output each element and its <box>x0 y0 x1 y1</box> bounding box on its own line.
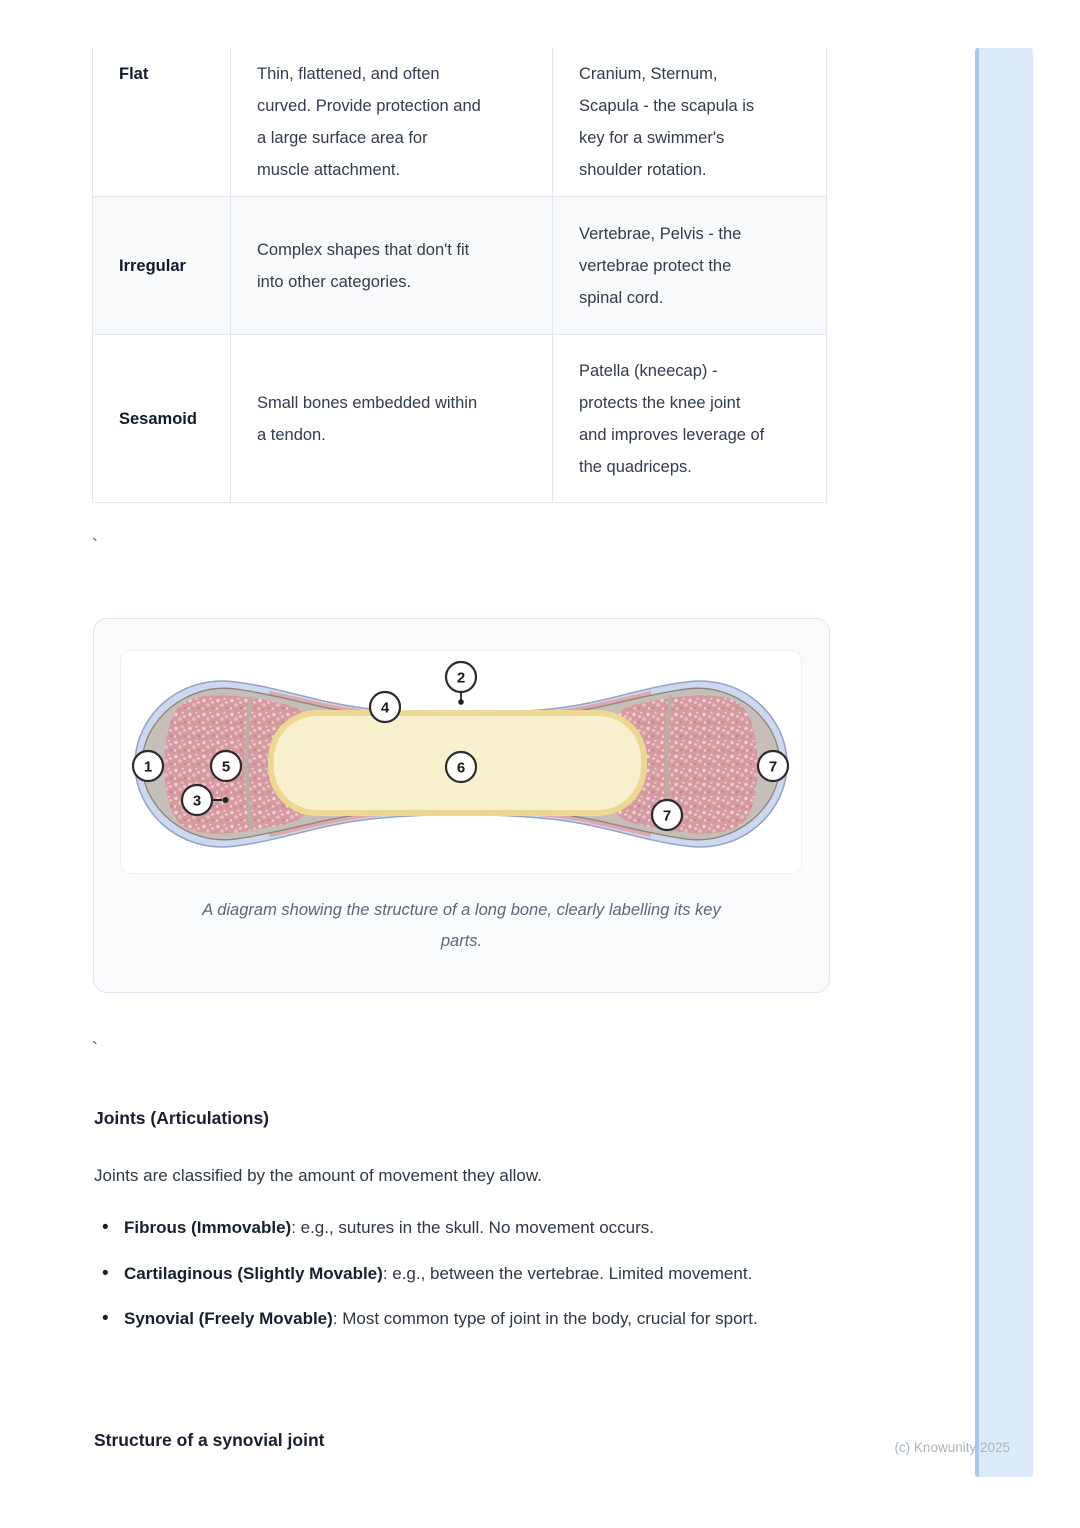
diagram-label-4 <box>370 692 400 722</box>
diagram-label-7-lower <box>652 800 682 830</box>
diagram-label-2 <box>446 662 476 705</box>
diagram-label-5 <box>211 751 241 781</box>
stray-backtick: ` <box>92 1039 98 1059</box>
table-row <box>93 197 826 335</box>
table-row <box>93 335 826 503</box>
long-bone-diagram <box>131 655 791 859</box>
copyright-watermark: (c) Knowunity 2025 <box>894 1440 1010 1455</box>
long-bone-figure-card <box>93 618 830 993</box>
figure-caption: A diagram showing the structure of a long bone, clearly labelling its key parts. <box>202 901 721 950</box>
bone-type-cell <box>93 197 231 334</box>
diagram-label-7-right <box>758 751 788 781</box>
bone-description-cell: Small bones embedded within a tendon. <box>231 335 553 502</box>
bone-type-name: Flat <box>119 65 149 83</box>
bone-type-cell <box>93 335 231 502</box>
list-item: • Fibrous (Immovable): e.g., sutures in the skull. No movement occurs. <box>94 1212 806 1245</box>
long-bone-diagram-panel <box>121 651 801 873</box>
bone-examples-cell: Vertebrae, Pelvis - the vertebrae protect the spinal cord. <box>579 224 742 307</box>
svg-text:7: 7 <box>662 807 672 825</box>
svg-text:4: 4 <box>380 699 390 717</box>
joints-heading: Joints (Articulations) <box>94 1108 270 1128</box>
svg-text:3: 3 <box>192 792 202 810</box>
bone-type-name: Sesamoid <box>119 409 197 428</box>
list-item: • Synovial (Freely Movable): Most common type of joint in the body, crucial for sport. <box>94 1303 806 1336</box>
table-row <box>93 48 826 197</box>
svg-text:1: 1 <box>143 758 153 776</box>
svg-text:7: 7 <box>768 758 778 776</box>
svg-text:6: 6 <box>456 759 466 777</box>
list-item: • Cartilaginous (Slightly Movable): e.g., between the vertebrae. Limited movement. <box>94 1258 806 1291</box>
bone-description-cell: Complex shapes that don't fit into other categories. <box>231 197 553 334</box>
bone-examples-cell: Patella (kneecap) - protects the knee joint and improves leverage of the quadriceps. <box>579 361 765 476</box>
joints-intro-text: Joints are classified by the amount of movement they allow. <box>94 1166 542 1185</box>
diagram-label-1 <box>133 751 163 781</box>
next-page-preview[interactable] <box>975 48 1033 1477</box>
bone-type-cell <box>93 48 231 196</box>
svg-text:2: 2 <box>456 669 466 687</box>
bone-examples-cell: Cranium, Sternum, Scapula - the scapula is key for a swimmer's shoulder rotation. <box>579 65 755 179</box>
joint-types-list <box>94 1212 806 1349</box>
diagram-label-6 <box>446 752 476 782</box>
stray-backtick: ` <box>92 536 98 556</box>
bone-description-cell: Thin, flattened, and often curved. Provide protection and a large surface area for muscle attachment. <box>231 48 553 196</box>
bone-types-table <box>92 48 827 503</box>
synovial-structure-heading: Structure of a synovial joint <box>94 1430 325 1450</box>
svg-text:5: 5 <box>221 758 231 776</box>
bone-type-name: Irregular <box>119 256 186 275</box>
